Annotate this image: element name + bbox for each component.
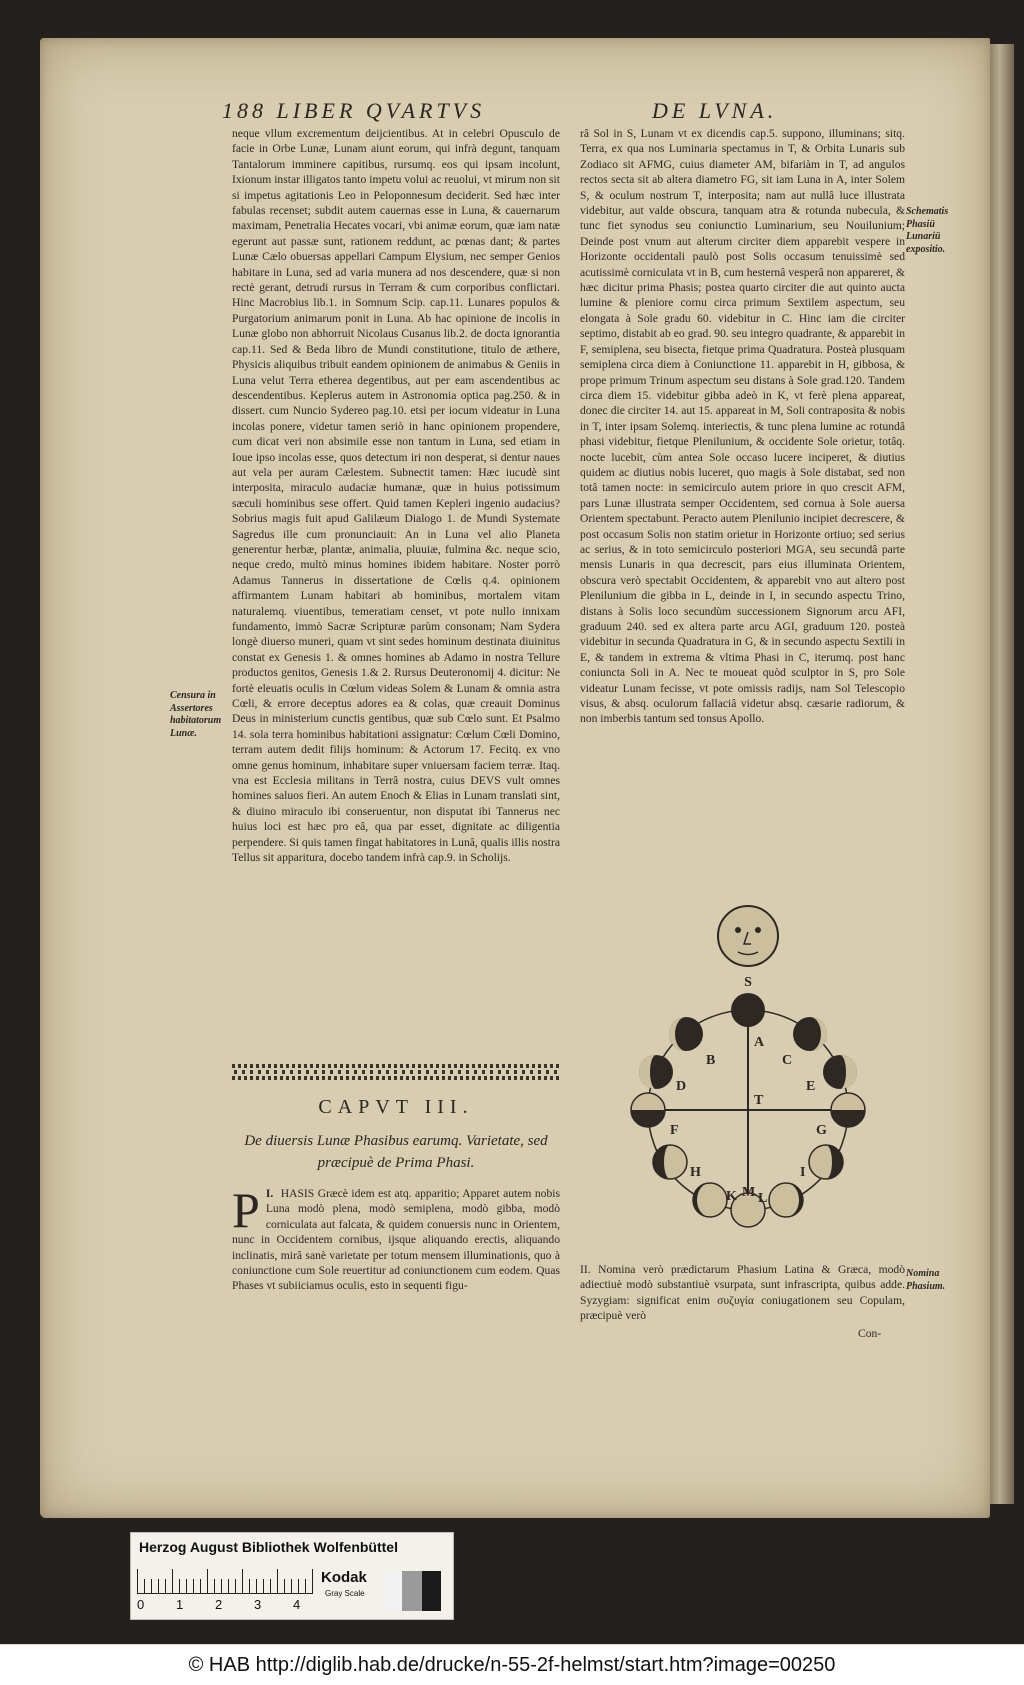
catchword: Con- <box>858 1327 882 1340</box>
gray-patch <box>402 1571 421 1611</box>
scale-ruler <box>137 1569 313 1594</box>
label-F: F <box>670 1123 679 1138</box>
moon-B <box>669 1017 703 1051</box>
left-column-text: neque vllum excrementum deijcientibus. At in celebri Opusculo de facie in Orbe Lunæ, Lunam aiunt eorum, qui infrà degunt, tanquam Tantalorum imminere capitibus, rursumq. eos qui ipsam incolunt, Ixionum instar illigatos tanto impetu volui ac reuolui, vt mirum non sit si impetus agitationis Leo in Peloponnesum deciderit. Sed hæc inter fabulas recenset; subdit autem cauernas esse in Luna, & cauernarum maximam, Penetralia Hecates vocari, vbi animæ eorum, quæ iam natæ egerunt aut passæ sunt, rationem reddunt, ac pœnas dant; & partes Lunæ Cælo obuersas appellari Campum Elysium, nec semper Genios habitare in Luna, sed ad varia munera ad nos descendere, quæ si non rectè gerant, detrudi rursus in Terram & cum corporibus conflictari. Hinc Macrobius lib.1. in Somnum Scip. cap.11. Lunares populos & Purgatorium animarum ponit in Luna. Ab hac opinione de incolis in Lunæ globo non abhorruit Nicolaus Cusanus lib.2. de docta ignorantia cap.11. Sed & Beda libro de Mundi constitutione, titulo de æthere, Physicis aliquibus tribuit eandem opinionem de animabus & Geniis in Luna velut Terra etherea degentibus, aut per eam ascendentibus ac descendentibus. Keplerus autem in Astronomia optica pag.250. & in dissert. cum Nuncio Sydereo pag.10. etsi per iocum videatur in Luna incolas ponere, videtur tamen seriò in hanc opinionem propendere, cum dicat veri non absimile esse non tantum in Luna, sed etiam in Ioue ipso incolas esse, quos detectum iri non desperat, si dentur naues aut vela per auram Cælestem. Subnectit tamen: Hæc iucudè sint interposita, miraculo audaciæ humanæ, quæ in huius potissimum sæculi hominibus sese offert. Quid tamen Kepleri ingenio audacius? Sobrius magis fuit apud Galilæum Dialogo 1. de Mundi Systemate Sagredus ille cum pronunciauit: An in Luna vel alio Planeta generentur herbæ, plantæ, animalia, pluuiæ, fulmina &c. neque scio, neque credo, multò minus homines ibidem habitare. Noster porrò Adamus Tannerus in dissertatione de Cœlis q.4. opinionem affirmantem Lunam habitari ab hominibus, mortalem vitam naturalemq. viuentibus, temeratiam censet, vt pote nullo innixam fundamento, immò Sacræ Scripturæ parùm consonam; Nam Sydera longè diuerso muneri, quam vt sint sedes hominum destinata diuinitus constat ex Genesis 1. & omnes homines ab Adamo in nostra Tellure productos genitos, Genesis 1.& 2. Rursus Deuteronomij 4. dicitur: Ne fortè eleuatis oculis in Cœlum videas Solem & Lunam & omnia astra Cœli, & errore deceptus adores ea & colas, quæ creauit Dominus Deus in ministerium cunctis gentibus, quæ sub Cœlo sunt. Et Psalmo 14. sola terra hominibus habitationi assignatur: Cœlum Cœli Domino, terram autem dedit filijs hominum: & Actorum 17. Fecitq. ex vno omne genus hominum, inhabitare super vniuersam faciem terræ. Itaq. vna est Ecclesia militans in Terrâ nostra, cuius DEVS vult omnes homines saluos fieri. An autem Enoch & Elias in Lunam translati sint, & diuino miraculo ibi conseruentur, non disputat ibi Tannerus nec huius loci est hæc pro eâ, qua par esset, dignitate ac diligentia perpendere. Si quis tamen fingat habitatores in Lunâ, qualis illis nostra Tellus sit apparitura, docebo tandem infrà cap.9. in Scholijs. <box>232 127 560 865</box>
sun-face <box>718 906 778 966</box>
page-edge <box>990 44 1014 1504</box>
label-A: A <box>754 1035 765 1050</box>
ruler-tick: 2 <box>215 1597 223 1612</box>
library-name: Herzog August Bibliothek Wolfenbüttel <box>139 1539 398 1555</box>
moon-F <box>631 1093 665 1127</box>
drop-cap: P <box>232 1182 260 1238</box>
running-head-left: 188 LIBER QVARTVS <box>222 98 486 123</box>
kodak-logo: Kodak <box>321 1569 367 1586</box>
label-K: K <box>726 1189 737 1204</box>
moon-C <box>793 1017 827 1051</box>
library-card <box>130 1532 454 1620</box>
gray-patch <box>383 1571 402 1611</box>
moon-H <box>653 1145 687 1179</box>
label-I: I <box>800 1165 806 1180</box>
gray-patches <box>383 1571 441 1611</box>
moon-K <box>693 1183 727 1217</box>
moon-D <box>639 1055 673 1089</box>
label-G: G <box>816 1123 827 1138</box>
moon-I <box>809 1145 843 1179</box>
label-H: H <box>690 1165 701 1180</box>
label-D: D <box>676 1079 687 1094</box>
right-column-section-2 <box>580 1262 905 1324</box>
ruler-tick: 3 <box>254 1597 262 1612</box>
moon-E <box>823 1055 857 1089</box>
ruler-tick: 0 <box>137 1597 145 1612</box>
ornament-divider <box>232 1060 560 1082</box>
margin-note-nomina: Nomina Phasium. <box>906 1268 946 1292</box>
chapter-title: CAPVT III. <box>318 1096 474 1118</box>
moon-L <box>769 1183 803 1217</box>
ruler-tick: 1 <box>176 1597 184 1612</box>
gray-scale-label: Gray Scale <box>325 1589 365 1598</box>
margin-note-censure: Censura in Assertores habitatorum Lunæ. <box>170 690 222 739</box>
label-M: M <box>742 1185 756 1200</box>
section-number: I. <box>265 1187 274 1200</box>
right-column <box>580 126 905 727</box>
sun-label: S <box>744 975 752 990</box>
right-column-text: râ Sol in S, Lunam vt ex dicendis cap.5. suppono, illuminans; sitq. Terra, ex qua nos Luminaria spectamus in T, & Orbita Lunaris sub Zodiaco sit AFMG, cuius diameter AM, bifariàm in T, ad angulos rectos secta sit ab altera diametro FG, sit iam Luna in A, inter Solem S, & oculum nostrum T, interposita; nam aut nullâ luce illustrata videbitur, aut valde obscura, tanquam atra & rotunda nubecula, & tunc fiet synodus seu coniunctio Luminarium, seu Nouilunium; Deinde post vnum aut alterum circiter diem apparebit vespere in Horizonte occidentali paulò post Solis occasum tenuissimè sed acutissimè corniculata vt in B, cum hesternâ vesperâ non appareret, & hæc dicitur prima Phasis; postea quarto circiter die aut quinto aucta lumine & pleniore cornu circa primum Sextilem aspectum, seu elongata à Sole gradu 60. videbitur in C. Hinc iam die circiter septimo, distabit ab eo grad. 90. seu integro quadrante, & apparebit in F, semiplena, seu bisecta, fietque prima Quadratura. Posteà plusquam semiplena circa diem à Coniunctione 11. apparebit in H, gibbosa, & prope primum Trinum aspectum seu distans à Sole grad.120. Tandem circa diem 15. videbitur gibba adeò in K, vt ferè plena appareat, donec die circiter 14. aut 15. appareat in M, Soli contraposita & nobis in T, inter ipsam Solemq. interiectis, & tunc plena lumine ac rotundâ phasi videbitur, fietque Plenilunium, & occidente Sole orietur, totâq. nocte lucebit, cùm antea Sole occaso lucere inciperet, & diutius quidem ac diutius nobis luceret, quo magis à Sole distabat, sed non totâ tamen nocte: in semicirculo autem priore in quo crescit AFM, pars Lunæ illustrata semper Occidentem, sed cornua à Sole auersa Orientem spectabunt. Peracto autem Plenilunio incipiet decrescere, & post occasum Solis non statim orietur in Horizonte ortiuo; sed serius ac serius, & in toto semicirculo posteriori MGA, seu secundâ parte mensis Lunaris in qua decrescit, pars eius illuminata Orientem, obscura verò spectabit Occidentem, & apparebit vno aut altero post Plenilunium die gibba in L, deinde in I, in secundo aspectu Trino, distans à Solis loco secundùm successionem Signorum arcu AFI, graduum 240. sed ex altera parte arcu AGI, graduum 120. posteà videbitur in secunda Quadratura in G, & in secundo aspectu Sextili in E, & tandem in extrema & vltima Phasi in C, iterumq. post hanc coniuncta Soli in A. Nec te moueat quòd sculptor in S, pro Sole videatur Lunam fecisse, vt pote omissis radijs, nam Sol Telescopio visus, & absq. oculorum fallaciâ videtur absq. cæsarie radiorum, & non imberbis tantum sed tonsus Apollo. <box>580 127 905 726</box>
moon-A <box>731 993 765 1027</box>
label-C: C <box>782 1053 793 1068</box>
running-head-right: DE LVNA. <box>652 98 778 123</box>
footer-credit-link[interactable]: © HAB http://diglib.hab.de/drucke/n-55-2f-helmst/start.htm?image=00250 <box>188 1654 836 1676</box>
chapter-subtitle: De diuersis Lunæ Phasibus earumq. Varietate, sed præcipuè de Prima Phasi. <box>244 1133 548 1171</box>
label-E: E <box>806 1079 816 1094</box>
ruler-tick: 4 <box>293 1597 301 1612</box>
left-column <box>232 126 560 866</box>
moon-G <box>831 1093 865 1127</box>
right-column-text-2: II. Nomina verò prædictarum Phasium Latina & Græca, modò adiectiuè modò substantiuè vsurpata, sunt infrascripta, quibus adde. Syzygiam: significat enim συζυγία coniugationem seu Copulam, præcipuè verò <box>580 1263 905 1323</box>
chapter-body-text: HASIS Græcè idem est atq. apparitio; Apparet autem nobis Luna modò plena, modò semiplena, modò gibba, modò corniculata aut falcata, & quidem conuersis nunc in Orientem, nunc in Occidentem cornibus, ijsque aliquando erectis, aliquando inclinatis, mirâ sanè varietate per totum mensem illuminationis, quo à coniunctione cum Sole reuertitur ad coniunctionem cum eodem. Quas Phases vt subiiciamus oculis, esto in sequenti figu- <box>232 1187 560 1293</box>
gray-patch <box>422 1571 441 1611</box>
footer-bar <box>0 1644 1024 1685</box>
ruler-ticks <box>137 1597 337 1612</box>
label-T: T <box>754 1093 764 1108</box>
label-L: L <box>758 1191 768 1206</box>
margin-note-scheme: Schematis Phasiü Lunariü expositio. <box>906 206 949 255</box>
chapter-body <box>232 1182 560 1294</box>
label-B: B <box>706 1053 716 1068</box>
moon-phase-diagram <box>630 900 880 1240</box>
